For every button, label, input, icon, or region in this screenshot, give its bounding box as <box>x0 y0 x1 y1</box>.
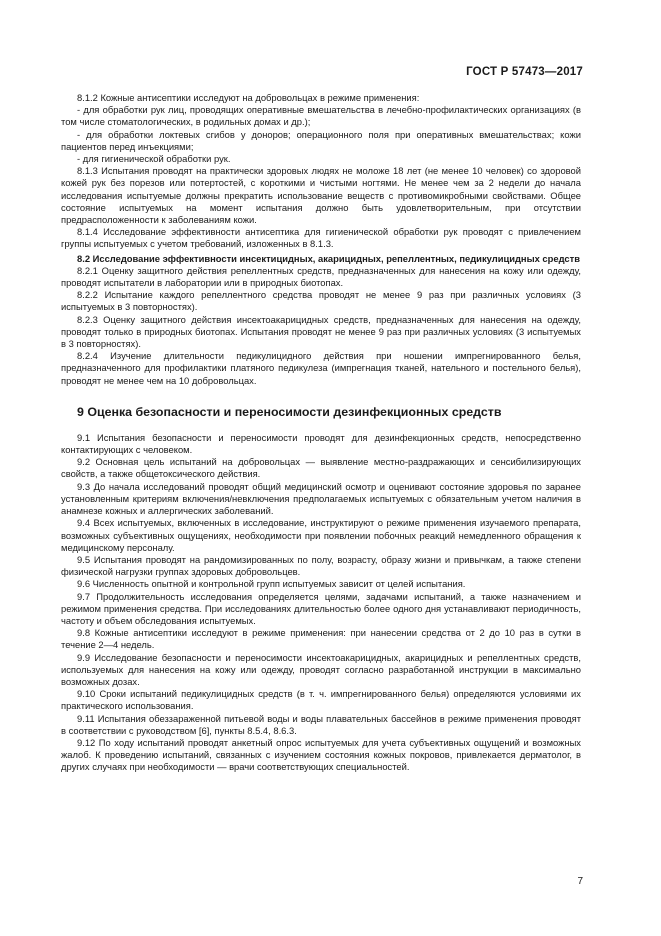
list-item-surgical-hands: - для обработки рук лиц, проводящих оперативные вмешательства в лечебно-профилактических организациях (в том числе стоматологических, в родильных домах и др.); <box>61 104 581 128</box>
paragraph-8-1-2: 8.1.2 Кожные антисептики исследуют на добровольцах в режиме применения: <box>77 92 420 103</box>
paragraph-9-3: 9.3 До начала исследований проводят общий медицинский осмотр и оценивают состояние здоровья по заранее установленным критериям включения/невключения предполагаемых испытуемых с обязательным учетом наличия в анамнезе кожных и аллергических заболеваний. <box>61 480 581 517</box>
paragraph-9-4: 9.4 Всех испытуемых, включенных в исследование, инструктируют о режиме применения изучаемого препарата, возможных субъективных ощущениях, необходимости при появлении побочных реакций немедленного обращения к медицинскому персоналу. <box>61 517 581 553</box>
page-number: 7 <box>577 876 583 887</box>
paragraph-9-10: 9.10 Сроки испытаний педикулицидных средств (в т. ч. импрегнированного белья) определяются условиями их практического использования. <box>61 688 581 712</box>
paragraph-9-5: 9.5 Испытания проводят на рандомизированных по полу, возрасту, образу жизни и привычкам, а также степени физической нагрузки группах здоровых добровольцев. <box>61 553 581 578</box>
section-9-heading: 9 Оценка безопасности и переносимости дезинфекционных средств <box>77 404 502 419</box>
subsection-8-2-heading: 8.2 Исследование эффективности инсектицидных, акарицидных, репеллентных, педикулицидных средств <box>77 252 580 264</box>
document-id-header: ГОСТ Р 57473—2017 <box>466 66 583 78</box>
paragraph-8-2-3: 8.2.3 Оценку защитного действия инсектоакарицидных средств, предназначенных для нанесения на одежду, проводят только в природных биотопах. Испытания проводят не менее 9 раз при различных условиях (3 испытуемых в 3 повторностях). <box>61 313 581 350</box>
paragraph-8-2-4: 8.2.4 Изучение длительности педикулицидного действия при ношении импрегнированного белья, предназначенного для профилактики платяного педикулеза (импрегнация тканей, нательного и постельного белья), проводят не менее чем на 10 добровольцах. <box>61 350 581 386</box>
paragraph-8-1-3: 8.1.3 Испытания проводят на практически здоровых людях не моложе 18 лет (не менее 10 человек) со здоровой кожей рук без порезов или потертостей, с короткими и чистыми ногтями. Не менее чем за 2 недели до начала исследования испытуемые должны прекратить использование веществ с противомикробными свойствами. Общее состояние испытуемых на момент испытания должно быть удовлетворительным, при отсутствии предрасположенности к заболеваниям кожи. <box>61 165 581 226</box>
paragraph-9-11: 9.11 Испытания обеззараженной питьевой воды и воды плавательных бассейнов в режиме применения проводят в соответствии с руководством [6], пункты 8.5.4, 8.6.3. <box>61 712 581 736</box>
paragraph-9-12: 9.12 По ходу испытаний проводят анкетный опрос испытуемых для учета субъективных ощущений и возможных жалоб. К проведению испытаний, связанных с изучением состояния кожных покровов, привлекается дерматолог, в других случаях при необходимости — врачи соответствующих специальностей. <box>61 736 581 773</box>
paragraph-9-2: 9.2 Основная цель испытаний на добровольцах — выявление местно-раздражающих и сенсибилизирующих свойств, а также общетоксического действия. <box>61 456 581 480</box>
paragraph-9-8: 9.8 Кожные антисептики исследуют в режиме применения: при нанесении средства от 2 до 10 раз в сутки в течение 2—4 недель. <box>61 627 581 651</box>
paragraph-9-7: 9.7 Продолжительность исследования определяется целями, задачами испытаний, а также назначением и режимом применения средства. При исследованиях длительностью более одного дня устанавливают периодичность, частоту и объем обследования испытуемых. <box>61 590 581 626</box>
paragraph-8-1-4: 8.1.4 Исследование эффективности антисептика для гигиенической обработки рук проводят с привлечением группы испытуемых с учетом требований, изложенных в 8.1.3. <box>61 226 581 250</box>
paragraph-8-2-2: 8.2.2 Испытание каждого репеллентного средства проводят не менее 9 раз при различных условиях (3 испытуемых в 3 повторностях). <box>61 289 581 313</box>
paragraph-8-2-1: 8.2.1 Оценку защитного действия репеллентных средств, предназначенных для нанесения на кожу или одежду, проводят испытатели в лаборатории или в природных биотопах. <box>61 264 581 289</box>
paragraph-9-9: 9.9 Исследование безопасности и переносимости инсектоакарицидных, акарицидных и репеллентных средств, используемых для нанесения на кожу или одежду, проводят согласно разработанной инструкции в максимально возможных дозах. <box>61 651 581 687</box>
paragraph-9-1: 9.1 Испытания безопасности и переносимости проводят для дезинфекционных средств, непосредственно контактирующих с человеком. <box>61 431 581 456</box>
page-content <box>61 92 581 774</box>
paragraph-9-6: 9.6 Численность опытной и контрольной групп испытуемых зависит от целей испытания. <box>77 578 466 590</box>
list-item-hygienic-hands: - для гигиенической обработки рук. <box>77 153 231 165</box>
list-item-elbow-bends: - для обработки локтевых сгибов у доноров; операционного поля при оперативных вмешательствах; кожи пациентов перед инъекциями; <box>61 128 581 152</box>
